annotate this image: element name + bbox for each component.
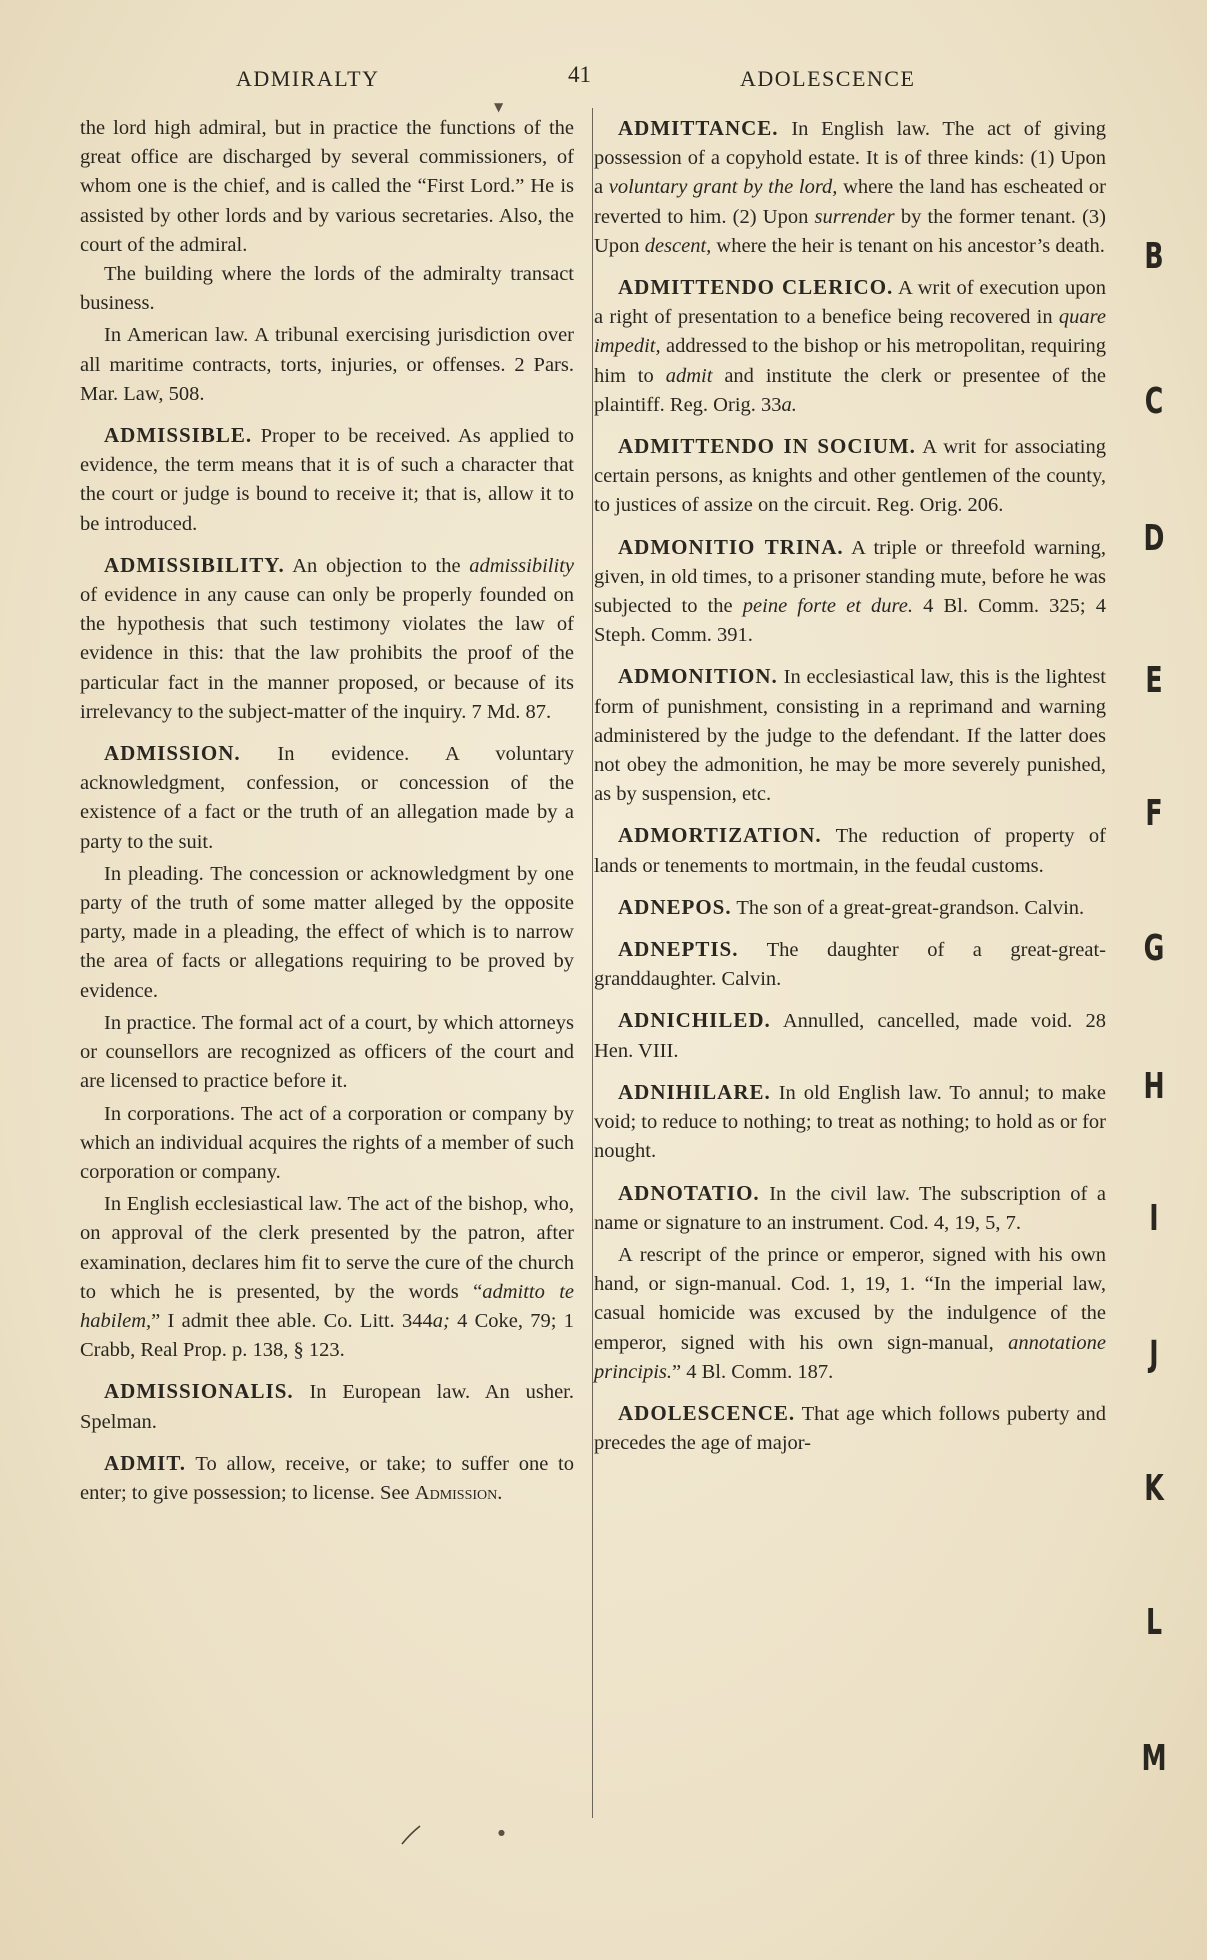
thumb-index-letter[interactable]: I	[1149, 1198, 1159, 1239]
headword: ADMISSIBILITY.	[104, 552, 285, 577]
definition: In European law. An usher. Spelman.	[80, 1381, 575, 1433]
headword: ADMITTENDO CLERICO.	[618, 275, 894, 300]
headword: ADMONITION.	[618, 664, 778, 689]
headword: ADMIT.	[104, 1450, 187, 1475]
page-number: 41	[568, 62, 591, 87]
entry-paragraph: In practice. The formal act of a court, by which attorneys or counsellors are recognized as officers of the court and are licensed to practice before it.	[80, 1011, 574, 1093]
headword: ADNICHILED.	[618, 1008, 771, 1033]
thumb-index-letter[interactable]: D	[1143, 518, 1165, 559]
entry-admonitio-trina: ADMONITIO TRINA. A triple or threefold warning, given, in old times, to a prisoner standing mute, before he was subjected to the peine forte et dure. 4 Bl. Comm. 325; 4 Steph. Comm. 391.	[594, 534, 1107, 647]
headword: ADNOTATIO.	[618, 1180, 760, 1205]
entry-adneptis	[594, 935, 1106, 994]
definition: In the civil law. The subscription of a name or signature to an instrument. Cod. 4, 19, 5, 7.	[594, 1182, 1106, 1234]
definition: The reduction of property of lands or tenements to mortmain, in the feudal customs.	[594, 825, 1106, 877]
entry-adnepos	[594, 893, 1106, 923]
entry-paragraph: In American law. A tribunal exercising jurisdiction over all maritime contracts, torts, injuries, or offenses. 2 Pars. Mar. Law, 508.	[80, 324, 574, 405]
pencil-mark-icon	[398, 1820, 428, 1850]
header-left-guide-word: ADMIRALTY	[236, 66, 380, 91]
entry-admissible	[80, 421, 574, 539]
headword: ADMITTANCE.	[618, 116, 779, 140]
entry-adnihilare	[594, 1078, 1106, 1167]
definition: The daughter of a great-great-granddaughter. Calvin.	[594, 939, 1106, 991]
entry-paragraph: The building where the lords of the admiralty transact business.	[80, 263, 574, 315]
entry-admittendo-in-socium	[594, 432, 1106, 521]
thumb-index-letter[interactable]: L	[1145, 1602, 1163, 1643]
headword: ADOLESCENCE.	[618, 1400, 796, 1425]
entry-admittendo-clerico: ADMITTENDO CLERICO. A writ of execution upon a right of presentation to a benefice being recovered in quare impedit, addressed to the bishop or his metropolitan, requiring him to admit and institute the clerk or presentee of the plaintiff. Reg. Orig. 33a.	[594, 275, 1107, 416]
thumb-index-letter[interactable]: C	[1144, 381, 1164, 422]
definition: The son of a great-great-grandson. Calvin.	[736, 896, 1085, 919]
entry-adnotatio	[594, 1179, 1106, 1238]
running-header	[80, 58, 1080, 98]
entry-adnichiled	[594, 1006, 1106, 1065]
headword: ADMORTIZATION.	[618, 823, 822, 848]
entry-admonition	[594, 662, 1106, 809]
headword: ADNEPOS.	[618, 894, 732, 919]
definition: To allow, receive, or take; to suffer one to enter; to give possession; to license. See	[80, 1452, 574, 1504]
headword: ADNEPTIS.	[618, 937, 739, 962]
thumb-index-letter[interactable]: J	[1149, 1334, 1159, 1375]
entry-continuation: the lord high admiral, but in practice the functions of the great office are discharged by several commissioners, of whom one is the chief, and is called the “First Lord.” He is assisted by other lords and by various secretaries. Also, the court of the admiral.	[80, 117, 574, 256]
definition: In evidence. A voluntary acknowledgment, confession, or concession of the existence of a fact or the truth of an allegation made by a party to the suit.	[80, 743, 574, 853]
headword: ADMISSION.	[104, 741, 241, 766]
entry-paragraph: In pleading. The concession or acknowledgment by one party of the truth of some matter alleged by the opposite party, made in a pleading, the effect of which is to narrow the area of facts or allegations requiring to be proved by evidence.	[80, 862, 574, 1002]
thumb-index-letter[interactable]: F	[1145, 793, 1163, 834]
headword: ADMISSIBLE.	[104, 423, 253, 448]
header-right-guide-word: ADOLESCENCE	[740, 66, 916, 91]
thumb-index-letter[interactable]: H	[1143, 1066, 1165, 1107]
definition: That age which follows puberty and precedes the age of major-	[594, 1402, 1106, 1455]
entry-admissionalis	[80, 1377, 574, 1436]
entry-admissibility: ADMISSIBILITY. An objection to the admissibility of evidence in any cause can only be properly founded on the hypothesis that such testimony violates the law of evidence in this: that the law prohibits the proof of the particular fact in the manner proposed, or because of its irrelevancy to the subject-matter of the inquiry. 7 Md. 87.	[80, 552, 574, 723]
definition: Annulled, cancelled, made void. 28 Hen. VIII.	[594, 1010, 1106, 1062]
thumb-index-letter[interactable]: K	[1144, 1468, 1164, 1509]
entry-adolescence	[594, 1399, 1106, 1458]
thumb-index-letter[interactable]: M	[1141, 1738, 1167, 1779]
thumb-index-letter[interactable]: E	[1145, 660, 1163, 701]
entry-admittance: ADMITTANCE. In English law. The act of giving possession of a copyhold estate. It is of three kinds: (1) Upon a voluntary grant by the lord, where the land has escheated or reverted to him. (2) Upon surrender by the former tenant. (3) Upon descent, where the heir is tenant on his ancestor’s death.	[594, 116, 1107, 257]
thumb-index-letter[interactable]: G	[1143, 928, 1165, 969]
entry-paragraph: In corporations. The act of a corporation or company by which an individual acquires the rights of a member of such corporation or company.	[80, 1102, 574, 1183]
definition: In old English law. To annul; to make void; to reduce to nothing; to treat as nothing; to hold as or for nought.	[594, 1081, 1106, 1163]
entry-paragraph: A rescript of the prince or emperor, signed with his own hand, or sign-manual. Cod. 1, 19, 1. “In the imperial law, casual homicide was excused by the indulgence of the emperor, signed with his own sign-manual, annotatione principis.” 4 Bl. Comm. 187.	[594, 1243, 1107, 1383]
entry-admortization	[594, 821, 1106, 880]
cross-reference: Admission.	[414, 1481, 503, 1504]
entry-paragraph: In English ecclesiastical law. The act of the bishop, who, on approval of the clerk presented by the patron, after examination, declares him fit to serve the cure of the church to which he is presented, by the words “admitto te habilem,” I admit thee able. Co. Litt. 344a; 4 Coke, 79; 1 Crabb, Real Prop. p. 138, § 123.	[80, 1193, 574, 1362]
column-divider	[592, 108, 593, 1818]
headword: ADMISSIONALIS.	[104, 1379, 294, 1404]
dot-mark: ●	[498, 1828, 505, 1837]
left-column	[80, 114, 574, 1508]
printer-mark: ▼	[494, 100, 504, 114]
definition: In ecclesiastical law, this is the lightest form of punishment, consisting in a reprimand and warning administered by the judge to the defendant. If the latter does not obey the admonition, he may be more severely punished, as by suspension, etc.	[594, 666, 1107, 806]
entry-admit	[80, 1449, 574, 1508]
thumb-index-letter[interactable]: B	[1144, 236, 1164, 277]
headword: ADMONITIO TRINA.	[618, 534, 844, 559]
definition: A writ for associating certain persons, as knights and other gentlemen of the county, to justices of assize on the circuit. Reg. Orig. 206.	[594, 436, 1106, 517]
right-column	[594, 114, 1106, 1458]
definition: Proper to be received. As applied to evidence, the term means that it is of such a character that the court or judge is bound to receive it; that is, allow it to be introduced.	[80, 425, 574, 535]
headword: ADNIHILARE.	[618, 1079, 771, 1104]
entry-admission	[80, 739, 574, 857]
headword: ADMITTENDO IN SOCIUM.	[618, 434, 916, 459]
